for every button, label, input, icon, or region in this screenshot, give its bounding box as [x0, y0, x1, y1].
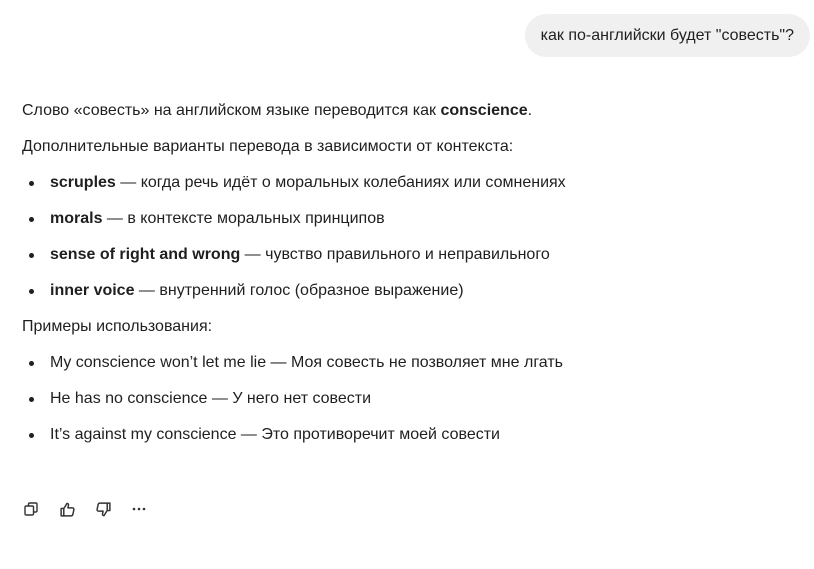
list-item [22, 172, 802, 194]
list-item [22, 208, 802, 230]
copy-button[interactable] [22, 500, 40, 518]
assistant-answer [22, 100, 802, 446]
user-message-bubble: как по-английски будет "совесть"? [525, 14, 810, 57]
variant-term: morals [50, 210, 103, 227]
list-item [22, 280, 802, 302]
examples-heading: Примеры использования: [22, 318, 213, 335]
variant-term: scruples [50, 174, 116, 191]
variant-desc: — чувство правильного и неправильного [240, 246, 550, 263]
thumbs-up-icon [59, 501, 76, 518]
variant-desc: — внутренний голос (образное выражение) [134, 282, 464, 299]
answer-intro [22, 100, 802, 122]
examples-list [22, 352, 802, 446]
list-item: My conscience won’t let me lie — Моя совесть не позволяет мне лгать [22, 352, 802, 374]
intro-bold-term: conscience [440, 102, 528, 119]
list-item: It’s against my conscience — Это противоречит моей совести [22, 424, 802, 446]
list-item: He has no conscience — У него нет совести [22, 388, 802, 410]
variant-desc: — в контексте моральных принципов [102, 210, 385, 227]
variants-heading: Дополнительные варианты перевода в зависимости от контекста: [22, 138, 514, 155]
variant-desc: — когда речь идёт о моральных колебаниях или сомнениях [115, 174, 566, 191]
message-actions [22, 500, 148, 518]
copy-icon [23, 501, 39, 517]
intro-prefix: Слово «совесть» на английском языке переводится как [22, 102, 441, 119]
like-button[interactable] [58, 500, 76, 518]
dislike-button[interactable] [94, 500, 112, 518]
thumbs-down-icon [95, 501, 112, 518]
more-icon [131, 501, 147, 517]
list-item [22, 244, 802, 266]
intro-suffix: . [527, 102, 533, 119]
more-button[interactable] [130, 500, 148, 518]
variants-list [22, 172, 802, 302]
variant-term: inner voice [50, 282, 135, 299]
variant-term: sense of right and wrong [50, 246, 241, 263]
